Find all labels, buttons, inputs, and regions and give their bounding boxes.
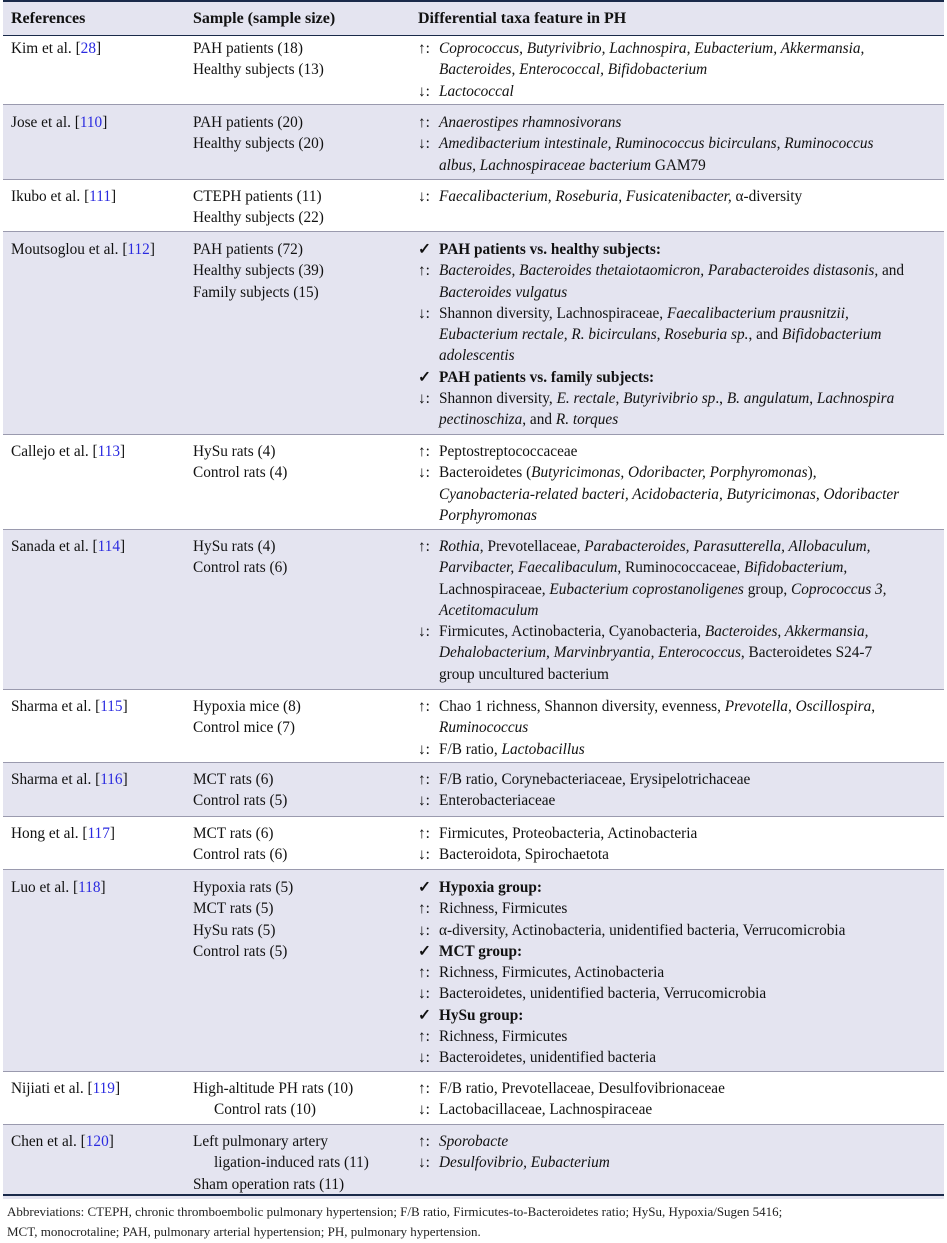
- table-row: [3, 435, 944, 530]
- sample-cell: PAH patients (18) Healthy subjects (13): [193, 40, 324, 79]
- check-icon: ✓: [418, 241, 431, 258]
- table-row: [3, 690, 944, 763]
- taxa-cell: ↑: Firmicutes, Proteobacteria, Actinobacteria ↓: Bacteroidota, Spirochaetota: [418, 825, 698, 864]
- check-icon: ✓: [418, 1006, 431, 1024]
- table-row: [3, 180, 944, 232]
- table-row: [3, 105, 944, 180]
- reference-cell: Jose et al. [110]: [11, 114, 108, 131]
- reference-cell: Ikubo et al. [111]: [11, 188, 117, 205]
- reference-cell: Sanada et al. [114]: [11, 538, 126, 555]
- sample-cell: MCT rats (6) Control rats (6): [193, 825, 288, 864]
- taxa-cell: ↑: Chao 1 richness, Shannon diversity, evenness, Prevotella, Oscillospira, Ruminococcus ↓: F/B ratio, Lactobacillus: [418, 698, 876, 758]
- taxa-cell: ↑: Anaerostipes rhamnosivorans ↓: Amedibacterium intestinale, Ruminococcus bicirculans, Ruminococcus albus, Lachnospiraceae bacterium GAM79: [418, 114, 874, 174]
- taxa-cell: ↑: F/B ratio, Corynebacteriaceae, Erysipelotrichaceae ↓: Enterobacteriaceae: [418, 771, 751, 810]
- sample-cell: HySu rats (4) Control rats (6): [193, 538, 288, 577]
- sample-cell: MCT rats (6) Control rats (5): [193, 771, 288, 810]
- citation-link[interactable]: 116: [100, 771, 123, 788]
- sample-cell: Hypoxia rats (5) MCT rats (5) HySu rats (5) Control rats (5): [193, 879, 294, 960]
- citation-link[interactable]: 111: [89, 188, 111, 205]
- sample-cell: HySu rats (4) Control rats (4): [193, 443, 288, 482]
- reference-cell: Callejo et al. [113]: [11, 443, 126, 460]
- citation-link[interactable]: 117: [87, 825, 110, 842]
- taxa-table: [3, 0, 944, 1199]
- taxa-cell: ↓: Faecalibacterium, Roseburia, Fusicatenibacter, α-diversity: [418, 188, 803, 205]
- table-header: [3, 0, 944, 36]
- table-row: [3, 1072, 944, 1125]
- citation-link[interactable]: 119: [92, 1080, 115, 1097]
- table-row: [3, 36, 944, 105]
- taxa-cell: ↑: Coprococcus, Butyrivibrio, Lachnospira, Eubacterium, Akkermansia, Bacteroides, Enterococcal, Bifidobacterium ↓: Lactococcal: [418, 40, 865, 100]
- reference-cell: Luo et al. [118]: [11, 879, 106, 896]
- sample-cell: High-altitude PH rats (10) Control rats (10): [193, 1080, 354, 1119]
- table-row: [3, 530, 944, 690]
- sample-cell: PAH patients (20) Healthy subjects (20): [193, 114, 324, 153]
- reference-cell: Moutsoglou et al. [112]: [11, 241, 155, 258]
- header-sample: Sample (sample size): [193, 10, 336, 27]
- table-row: [3, 817, 944, 870]
- taxa-cell: ↑: Peptostreptococcaceae ↓: Bacteroidetes (Butyricimonas, Odoribacter, Porphyromonas), Cyanobacteria-related bacteri, Acidobacteria, Butyricimonas, Odoribacter Porphyromonas: [418, 443, 900, 524]
- citation-link[interactable]: 118: [78, 879, 101, 896]
- reference-cell: Sharma et al. [115]: [11, 698, 128, 715]
- citation-link[interactable]: 115: [100, 698, 123, 715]
- reference-cell: Hong et al. [117]: [11, 825, 115, 842]
- table-row: [3, 870, 944, 1072]
- citation-link[interactable]: 113: [97, 443, 121, 460]
- taxa-cell: ✓ PAH patients vs. healthy subjects: ↑: Bacteroides, Bacteroides thetaiotaomicron, Parabacteroides distasonis, and Bacteroides vulgatus ↓: Shannon diversity, Lachnospiraceae, Faecalibacterium prausnitzii, Eubacterium rectale, R. bicirculans, Roseburia sp., and Bifidobacterium adolescentis ✓ PAH patients vs. family subjects: ↓: Shannon diversity, E. rectale, Butyrivibrio sp., B. angulatum, Lachnospira pectinoschiza, and R. torques: [418, 241, 905, 429]
- table-row: [3, 232, 944, 435]
- reference-cell: Sharma et al. [116]: [11, 771, 128, 788]
- sample-cell: Left pulmonary artery ligation-induced rats (11) Sham operation rats (11): [193, 1133, 369, 1193]
- citation-link[interactable]: 120: [85, 1133, 109, 1150]
- sample-cell: CTEPH patients (11) Healthy subjects (22): [193, 188, 324, 227]
- citation-link[interactable]: 112: [127, 241, 150, 258]
- check-icon: ✓: [418, 879, 431, 896]
- check-icon: ✓: [418, 368, 431, 386]
- taxa-cell: ↑: F/B ratio, Prevotellaceae, Desulfovibrionaceae ↓: Lactobacillaceae, Lachnospiraceae: [418, 1080, 725, 1119]
- header-references: References: [11, 10, 86, 27]
- table-footnote: [3, 1194, 944, 1242]
- citation-link[interactable]: 110: [79, 114, 103, 131]
- table-row: [3, 763, 944, 817]
- check-icon: ✓: [418, 942, 431, 960]
- reference-cell: Nijiati et al. [119]: [11, 1080, 121, 1097]
- reference-cell: Kim et al. [28]: [11, 40, 102, 57]
- citation-link[interactable]: 114: [97, 538, 121, 555]
- reference-cell: Chen et al. [120]: [11, 1133, 114, 1150]
- taxa-cell: ↑: Sporobacte ↓: Desulfovibrio, Eubacterium: [418, 1133, 610, 1172]
- taxa-cell: ↑: Rothia, Prevotellaceae, Parabacteroides, Parasutterella, Allobaculum, Parvibacter, Faecalibaculum, Ruminococcaceae, Bifidobacterium, Lachnospiraceae, Eubacterium coprostanoligenes group, Coprococcus 3, Acetitomaculum ↓: Firmicutes, Actinobacteria, Cyanobacteria, Bacteroides, Akkermansia, Dehalobacterium, Marvinbryantia, Enterococcus, Bacteroidetes S24-7 group uncultured bacterium: [418, 538, 887, 683]
- footnote-line: MCT, monocrotaline; PAH, pulmonary arterial hypertension; PH, pulmonary hypertension.: [7, 1224, 481, 1239]
- table-row: [3, 1125, 944, 1199]
- sample-cell: PAH patients (72) Healthy subjects (39) Family subjects (15): [193, 241, 324, 301]
- taxa-cell: ✓ Hypoxia group: ↑: Richness, Firmicutes ↓: α-diversity, Actinobacteria, unidentified bacteria, Verrucomicrobia ✓ MCT group: ↑: Richness, Firmicutes, Actinobacteria ↓: Bacteroidetes, unidentified bacteria, Verrucomicrobia ✓ HySu group: ↑: Richness, Firmicutes ↓: Bacteroidetes, unidentified bacteria: [418, 879, 846, 1067]
- footnote-line: Abbreviations: CTEPH, chronic thromboembolic pulmonary hypertension; F/B ratio, Firmicutes-to-Bacteroidetes ratio; HySu, Hypoxia/Sugen 5416;: [7, 1204, 783, 1219]
- sample-cell: Hypoxia mice (8) Control mice (7): [193, 698, 301, 737]
- citation-link[interactable]: 28: [80, 40, 96, 57]
- header-taxa: Differential taxa feature in PH: [418, 10, 627, 27]
